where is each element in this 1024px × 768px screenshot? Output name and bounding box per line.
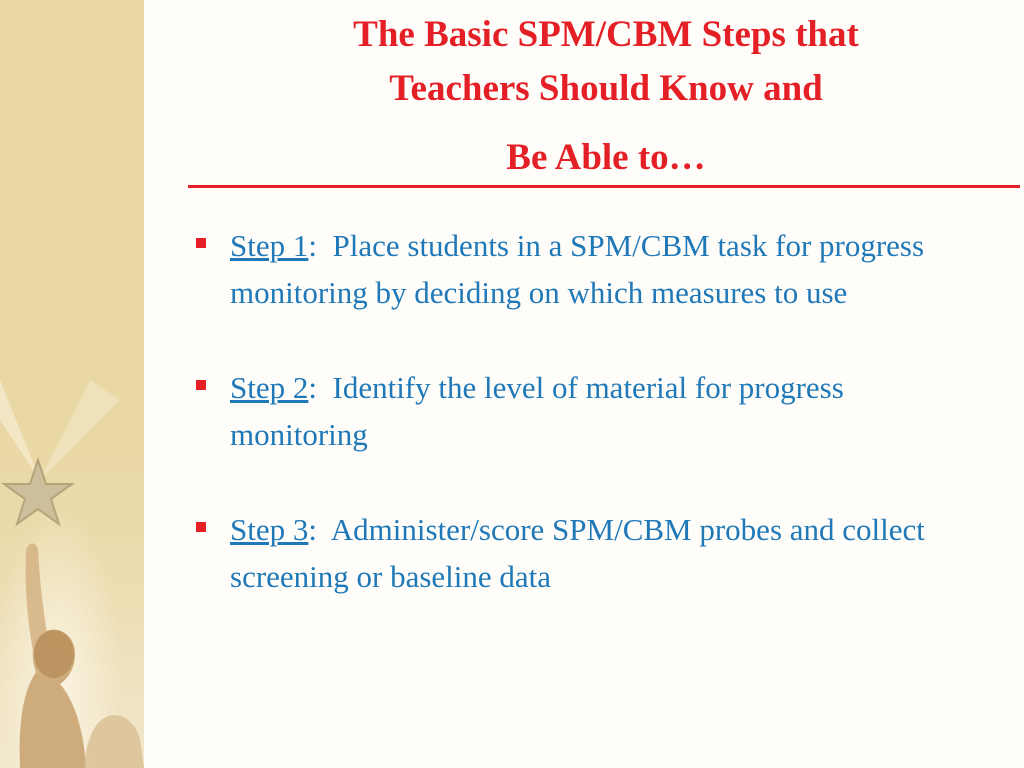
slide-title-line-3: Be Able to… <box>506 137 706 178</box>
slide-title-line-2: Teachers Should Know and <box>389 68 823 109</box>
step-1-link[interactable]: Step 1 <box>230 228 309 263</box>
square-bullet-icon <box>196 380 206 390</box>
step-3-text: Administer/score SPM/CBM probes and collect screening or baseline data <box>230 512 925 594</box>
sidebar-illustration <box>0 0 144 768</box>
step-1-text: Place students in a SPM/CBM task for progress monitoring by deciding on which measures to use <box>230 228 925 310</box>
list-item-step-2 <box>188 364 988 458</box>
step-2-link[interactable]: Step 2 <box>230 370 309 405</box>
list-item-step-3 <box>188 506 988 600</box>
step-3-separator: : <box>308 512 331 547</box>
square-bullet-icon <box>196 522 206 532</box>
step-1-separator: : <box>308 228 333 263</box>
step-list <box>188 222 988 648</box>
square-bullet-icon <box>196 238 206 248</box>
step-2-text: Identify the level of material for progress monitoring <box>230 370 844 452</box>
slide-title-line-1: The Basic SPM/CBM Steps that <box>353 14 859 55</box>
step-2-separator: : <box>308 370 333 405</box>
list-item-step-1 <box>188 222 988 316</box>
title-divider <box>188 185 1020 188</box>
step-3-link[interactable]: Step 3 <box>230 512 309 547</box>
sidebar-panel <box>0 0 144 768</box>
